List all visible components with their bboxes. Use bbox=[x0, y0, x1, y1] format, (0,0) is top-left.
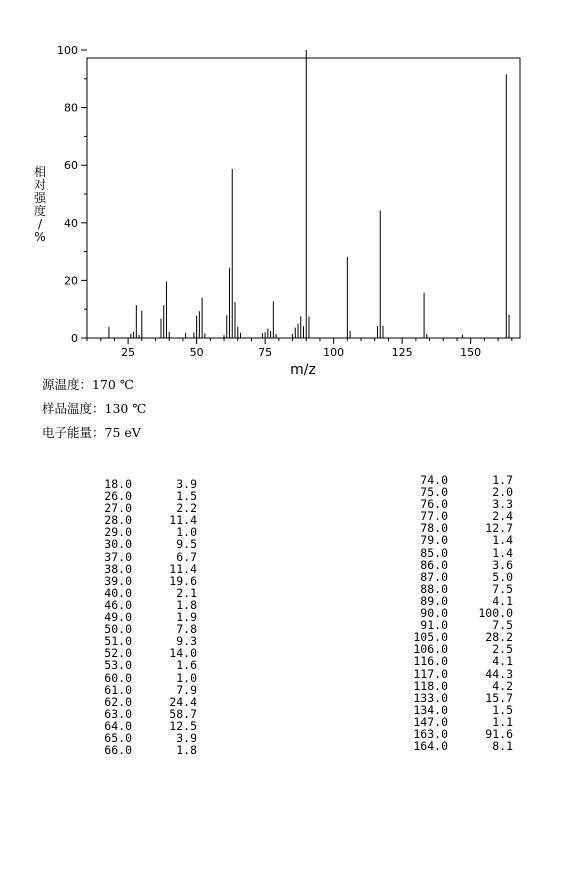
intensity-value: 3.9 bbox=[176, 477, 197, 491]
intensity-value: 100.0 bbox=[478, 606, 513, 621]
mz-value: 63.0 bbox=[104, 706, 132, 721]
intensity-value: 3.9 bbox=[176, 730, 197, 745]
intensity-value: 3.3 bbox=[492, 497, 513, 512]
source-temperature: 源温度：170 ℃ bbox=[42, 377, 134, 392]
sample-temperature: 样品温度：130 ℃ bbox=[42, 401, 147, 416]
mz-value: 77.0 bbox=[420, 509, 448, 524]
peak-table-left bbox=[92, 478, 212, 756]
intensity-value: 1.6 bbox=[176, 658, 197, 673]
mz-value: 117.0 bbox=[413, 666, 448, 681]
mz-value: 118.0 bbox=[413, 678, 448, 693]
intensity-value: 14.0 bbox=[169, 646, 197, 661]
svg-text:相对强度/%: 相对强度/ % bbox=[33, 165, 47, 244]
intensity-value: 4.1 bbox=[492, 654, 513, 669]
intensity-value: 7.8 bbox=[176, 622, 197, 637]
x-tick-label: 125 bbox=[391, 346, 413, 359]
intensity-value: 15.7 bbox=[485, 690, 513, 705]
mz-value: 18.0 bbox=[104, 477, 132, 491]
mz-value: 66.0 bbox=[104, 743, 132, 758]
intensity-value: 1.9 bbox=[176, 610, 197, 625]
table-row bbox=[92, 659, 212, 671]
intensity-value: 7.5 bbox=[492, 581, 513, 596]
mz-value: 147.0 bbox=[413, 714, 448, 729]
table-row bbox=[408, 547, 528, 559]
mz-value: 62.0 bbox=[104, 694, 132, 709]
table-row bbox=[408, 559, 528, 571]
mz-value: 106.0 bbox=[413, 642, 448, 657]
peak-table-right bbox=[408, 474, 528, 752]
table-row bbox=[92, 744, 212, 756]
mz-value: 88.0 bbox=[420, 581, 448, 596]
peak-bars bbox=[109, 50, 509, 338]
mz-value: 89.0 bbox=[420, 593, 448, 608]
mz-value: 75.0 bbox=[420, 485, 448, 500]
y-tick-label: 0 bbox=[71, 332, 78, 345]
intensity-value: 1.7 bbox=[492, 473, 513, 487]
intensity-value: 1.0 bbox=[176, 670, 197, 685]
mz-value: 91.0 bbox=[420, 618, 448, 633]
y-tick-label: 40 bbox=[64, 216, 78, 230]
intensity-value: 4.1 bbox=[492, 593, 513, 608]
intensity-value: 1.5 bbox=[492, 702, 513, 717]
intensity-value: 1.1 bbox=[492, 714, 513, 729]
mz-value: 65.0 bbox=[104, 730, 132, 745]
y-axis-label bbox=[34, 164, 47, 244]
mz-value: 85.0 bbox=[420, 545, 448, 560]
mz-value: 28.0 bbox=[104, 513, 132, 528]
table-row bbox=[408, 655, 528, 667]
intensity-value: 4.2 bbox=[492, 678, 513, 693]
mz-value: 116.0 bbox=[413, 654, 448, 669]
intensity-value: 9.5 bbox=[176, 537, 197, 552]
intensity-value: 11.4 bbox=[169, 561, 197, 576]
mz-value: 26.0 bbox=[104, 489, 132, 504]
y-tick-label: 60 bbox=[64, 159, 78, 173]
mz-value: 50.0 bbox=[104, 622, 132, 637]
mz-value: 105.0 bbox=[413, 630, 448, 645]
intensity-value: 7.5 bbox=[492, 618, 513, 633]
mz-value: 163.0 bbox=[413, 726, 448, 741]
table-row bbox=[408, 692, 528, 704]
mz-value: 38.0 bbox=[104, 561, 132, 576]
mz-value: 30.0 bbox=[104, 537, 132, 552]
mz-value: 49.0 bbox=[104, 610, 132, 625]
mass-spectrum-chart bbox=[0, 0, 570, 380]
intensity-value: 1.5 bbox=[176, 489, 197, 504]
table-row bbox=[408, 680, 528, 692]
intensity-value: 2.4 bbox=[492, 509, 513, 524]
intensity-value: 9.3 bbox=[176, 634, 197, 649]
y-axis bbox=[57, 44, 87, 345]
mz-value: 52.0 bbox=[104, 646, 132, 661]
x-tick-label: 25 bbox=[121, 346, 136, 359]
table-row bbox=[92, 672, 212, 684]
intensity-value: 19.6 bbox=[169, 573, 197, 588]
intensity-value: 1.0 bbox=[176, 525, 197, 540]
x-tick-label: 75 bbox=[258, 346, 273, 359]
intensity-value: 58.7 bbox=[169, 706, 197, 721]
intensity-value: 1.4 bbox=[492, 545, 513, 560]
mz-value: 27.0 bbox=[104, 501, 132, 516]
mz-value: 51.0 bbox=[104, 634, 132, 649]
y-tick-label: 100 bbox=[57, 44, 78, 57]
table-row bbox=[408, 668, 528, 680]
table-row bbox=[408, 534, 528, 546]
x-axis bbox=[87, 338, 512, 359]
x-tick-label: 150 bbox=[460, 346, 482, 359]
mz-value: 37.0 bbox=[104, 549, 132, 564]
intensity-value: 28.2 bbox=[485, 630, 513, 645]
intensity-value: 1.4 bbox=[492, 533, 513, 548]
mz-value: 74.0 bbox=[420, 473, 448, 487]
table-row bbox=[92, 563, 212, 575]
intensity-value: 8.1 bbox=[492, 739, 513, 754]
table-row bbox=[92, 538, 212, 550]
mz-value: 64.0 bbox=[104, 718, 132, 733]
x-axis-label: m/z bbox=[290, 362, 316, 378]
table-row bbox=[92, 551, 212, 563]
mz-value: 134.0 bbox=[413, 702, 448, 717]
table-row bbox=[408, 740, 528, 752]
mz-value: 53.0 bbox=[104, 658, 132, 673]
y-tick-label: 80 bbox=[64, 101, 78, 115]
mz-value: 29.0 bbox=[104, 525, 132, 540]
mz-value: 40.0 bbox=[104, 585, 132, 600]
intensity-value: 2.5 bbox=[492, 642, 513, 657]
table-row bbox=[92, 696, 212, 708]
mz-value: 76.0 bbox=[420, 497, 448, 512]
intensity-value: 1.8 bbox=[176, 743, 197, 758]
intensity-value: 24.4 bbox=[169, 694, 197, 709]
intensity-value: 3.6 bbox=[492, 557, 513, 572]
mz-value: 90.0 bbox=[420, 606, 448, 621]
mz-value: 46.0 bbox=[104, 597, 132, 612]
x-tick-label: 50 bbox=[189, 346, 204, 359]
intensity-value: 2.2 bbox=[176, 501, 197, 516]
intensity-value: 2.1 bbox=[176, 585, 197, 600]
electron-energy: 电子能量：75 eV bbox=[42, 425, 141, 440]
intensity-value: 5.0 bbox=[492, 569, 513, 584]
mz-value: 61.0 bbox=[104, 682, 132, 697]
intensity-value: 11.4 bbox=[169, 513, 197, 528]
mz-value: 164.0 bbox=[413, 739, 448, 754]
mz-value: 133.0 bbox=[413, 690, 448, 705]
mz-value: 60.0 bbox=[104, 670, 132, 685]
intensity-value: 1.8 bbox=[176, 597, 197, 612]
mz-value: 78.0 bbox=[420, 521, 448, 536]
mz-value: 79.0 bbox=[420, 533, 448, 548]
mz-value: 87.0 bbox=[420, 569, 448, 584]
intensity-value: 2.0 bbox=[492, 485, 513, 500]
mz-value: 86.0 bbox=[420, 557, 448, 572]
intensity-value: 44.3 bbox=[485, 666, 513, 681]
plot-frame bbox=[87, 58, 520, 338]
intensity-value: 12.7 bbox=[485, 521, 513, 536]
intensity-value: 7.9 bbox=[176, 682, 197, 697]
mz-value: 39.0 bbox=[104, 573, 132, 588]
intensity-value: 6.7 bbox=[176, 549, 197, 564]
table-row bbox=[92, 684, 212, 696]
x-tick-label: 100 bbox=[323, 346, 345, 359]
intensity-value: 91.6 bbox=[485, 726, 513, 741]
intensity-value: 12.5 bbox=[169, 718, 197, 733]
y-tick-label: 20 bbox=[64, 274, 78, 288]
